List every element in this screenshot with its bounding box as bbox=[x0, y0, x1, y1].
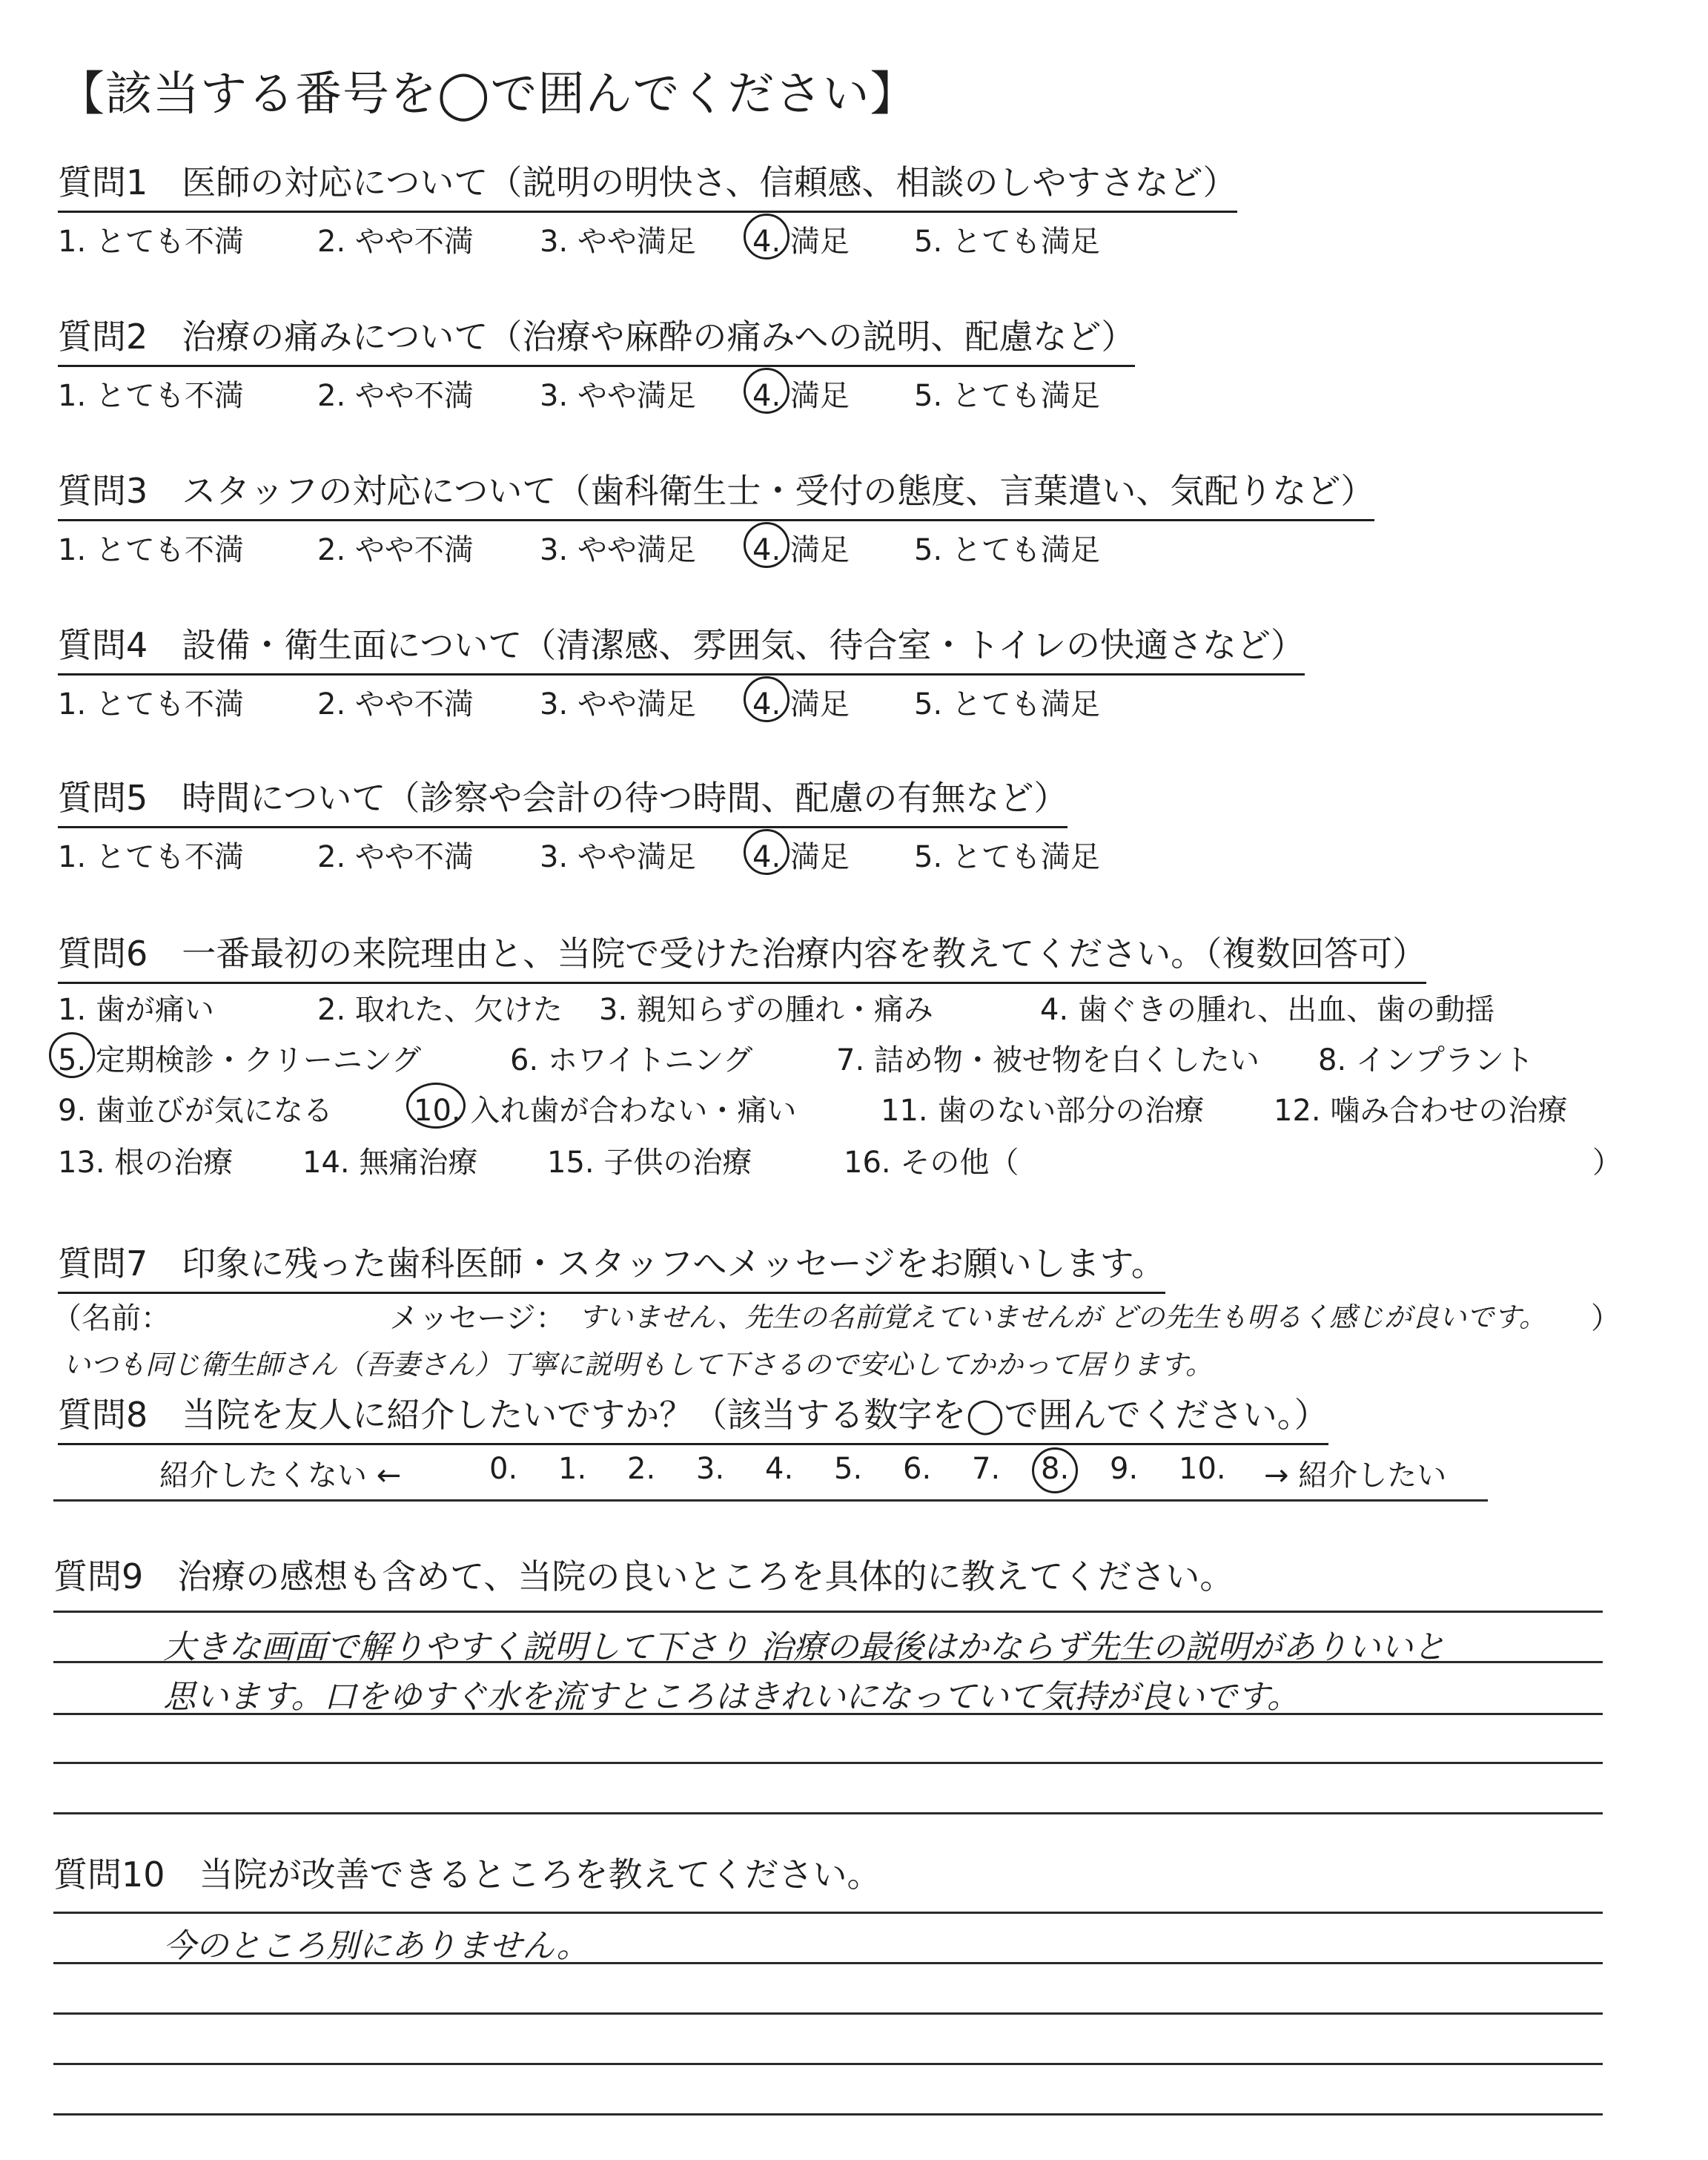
q6-option-16[interactable]: 16. その他（ bbox=[844, 1146, 1019, 1180]
q10-rule-3 bbox=[53, 2012, 1603, 2015]
q1-title: 質問1 医師の対応について（説明の明快さ、信頼感、相談のしやすさなど） bbox=[58, 156, 1237, 213]
q4-title: 質問4 設備・衛生面について（清潔感、雰囲気、待合室・トイレの快適さなど） bbox=[58, 618, 1305, 676]
q6-option-12[interactable]: 12. 噛み合わせの治療 bbox=[1274, 1094, 1568, 1128]
q6-row-3 bbox=[58, 1087, 1622, 1132]
q8-number-3[interactable]: 3. bbox=[696, 1452, 725, 1486]
q10-rule-1 bbox=[53, 1912, 1603, 1914]
q6-option-13[interactable]: 13. 根の治療 bbox=[58, 1146, 234, 1180]
q7-message-text-2: いつも同じ衛生師さん（吾妻さん）丁寧に説明もして下さるので安心してかかって居ります。 bbox=[63, 1349, 1214, 1381]
q8-number-1[interactable]: 1. bbox=[558, 1452, 587, 1486]
q8-number-8[interactable]: 8. bbox=[1041, 1452, 1070, 1486]
q5-option-5[interactable]: 5. とても満足 bbox=[914, 840, 1100, 874]
q3-option-1[interactable]: 1. とても不満 bbox=[58, 533, 244, 567]
q6-row-2 bbox=[58, 1037, 1622, 1081]
q1-option-3[interactable]: 3. やや満足 bbox=[540, 225, 696, 259]
q3-option-5[interactable]: 5. とても満足 bbox=[914, 533, 1100, 567]
q8-number-9[interactable]: 9. bbox=[1110, 1452, 1139, 1486]
q5-selected-circle bbox=[744, 829, 790, 875]
q8-scale bbox=[159, 1452, 1494, 1496]
q7-name-label: （名前： bbox=[52, 1301, 171, 1335]
q1-selected-circle bbox=[744, 214, 790, 260]
q8-selected-circle bbox=[1032, 1447, 1078, 1493]
q6-option-3[interactable]: 3. 親知らずの腫れ・痛み bbox=[599, 993, 933, 1027]
q9-rule-5 bbox=[53, 1812, 1603, 1814]
q6-option-9[interactable]: 9. 歯並びが気になる bbox=[58, 1094, 333, 1128]
q5-title: 質問5 時間について（診察や会計の待つ時間、配慮の有無など） bbox=[58, 771, 1068, 828]
q9-rule-2 bbox=[53, 1661, 1603, 1663]
q10-answer-text-1: 今のところ別にありません。 bbox=[163, 1927, 589, 1965]
q6-selected-circle-10 bbox=[406, 1083, 466, 1129]
q9-answer-text-1: 大きな画面で解りやすく説明して下さり 治療の最後はかならず先生の説明がありいいと bbox=[163, 1628, 1446, 1666]
q6-other-close-paren: ） bbox=[1592, 1146, 1622, 1180]
q6-option-6[interactable]: 6. ホワイトニング bbox=[510, 1043, 753, 1077]
q8-number-7[interactable]: 7. bbox=[972, 1452, 1001, 1486]
q8-number-4[interactable]: 4. bbox=[765, 1452, 794, 1486]
q2-option-5[interactable]: 5. とても満足 bbox=[914, 379, 1100, 413]
q9-answer-text-2: 思います。口をゆすぐ水を流すところはきれいになっていて気持が良いです。 bbox=[163, 1678, 1300, 1716]
q8-number-2[interactable]: 2. bbox=[627, 1452, 656, 1486]
q6-row-4 bbox=[58, 1139, 1622, 1183]
q6-option-4[interactable]: 4. 歯ぐきの腫れ、出血、歯の動揺 bbox=[1040, 993, 1495, 1027]
q5-options bbox=[58, 833, 1615, 878]
q5-option-2[interactable]: 2. やや不満 bbox=[317, 840, 474, 874]
q7-message-label: メッセージ： bbox=[389, 1301, 566, 1335]
q6-option-1[interactable]: 1. 歯が痛い bbox=[58, 993, 214, 1027]
q1-options bbox=[58, 218, 1615, 262]
q10-rule-2 bbox=[53, 1962, 1603, 1964]
q8-number-5[interactable]: 5. bbox=[834, 1452, 863, 1486]
q8-title: 質問8 当院を友人に紹介したいですか？（該当する数字を◯で囲んでください。） bbox=[58, 1388, 1328, 1445]
q7-answer-line-1 bbox=[52, 1295, 1631, 1339]
q4-option-2[interactable]: 2. やや不満 bbox=[317, 687, 474, 721]
q8-underline bbox=[53, 1499, 1488, 1502]
q10-rule-5 bbox=[53, 2113, 1603, 2116]
q2-selected-circle bbox=[744, 368, 790, 414]
q3-options bbox=[58, 526, 1615, 571]
q2-option-2[interactable]: 2. やや不満 bbox=[317, 379, 474, 413]
q2-option-4[interactable]: 4. 満足 bbox=[752, 379, 850, 413]
q4-option-4[interactable]: 4. 満足 bbox=[752, 687, 850, 721]
q4-selected-circle bbox=[744, 676, 790, 722]
q7-title: 質問7 印象に残った歯科医師・スタッフへメッセージをお願いします。 bbox=[58, 1237, 1165, 1294]
q3-selected-circle bbox=[744, 522, 790, 568]
page-title: 【該当する番号を◯で囲んでください】 bbox=[58, 67, 918, 121]
q6-option-15[interactable]: 15. 子供の治療 bbox=[547, 1146, 752, 1180]
q7-close-paren: ） bbox=[1591, 1301, 1621, 1335]
q1-option-2[interactable]: 2. やや不満 bbox=[317, 225, 474, 259]
q6-option-8[interactable]: 8. インプラント bbox=[1318, 1043, 1534, 1077]
q6-option-14[interactable]: 14. 無痛治療 bbox=[302, 1146, 478, 1180]
q5-option-1[interactable]: 1. とても不満 bbox=[58, 840, 244, 874]
q4-option-3[interactable]: 3. やや満足 bbox=[540, 687, 696, 721]
q6-option-11[interactable]: 11. 歯のない部分の治療 bbox=[881, 1094, 1205, 1128]
q3-option-4[interactable]: 4. 満足 bbox=[752, 533, 850, 567]
q4-options bbox=[58, 681, 1615, 725]
q7-message-text-1: すいません、先生の名前覚えていませんが どの先生も明るく感じが良いです。 bbox=[578, 1301, 1547, 1333]
q3-option-2[interactable]: 2. やや不満 bbox=[317, 533, 474, 567]
q10-title: 質問10 当院が改善できるところを教えてください。 bbox=[53, 1855, 881, 1895]
q1-option-5[interactable]: 5. とても満足 bbox=[914, 225, 1100, 259]
q9-rule-1 bbox=[53, 1611, 1603, 1613]
q6-option-5[interactable]: 5. 定期検診・クリーニング bbox=[58, 1043, 422, 1077]
q3-option-3[interactable]: 3. やや満足 bbox=[540, 533, 696, 567]
q9-rule-4 bbox=[53, 1762, 1603, 1764]
q8-number-6[interactable]: 6. bbox=[903, 1452, 932, 1486]
q8-left-label: 紹介したくない ← bbox=[159, 1459, 402, 1493]
q4-option-5[interactable]: 5. とても満足 bbox=[914, 687, 1100, 721]
q9-rule-3 bbox=[53, 1713, 1603, 1715]
q5-option-4[interactable]: 4. 満足 bbox=[752, 840, 850, 874]
q8-number-0[interactable]: 0. bbox=[489, 1452, 518, 1486]
q2-option-1[interactable]: 1. とても不満 bbox=[58, 379, 244, 413]
q1-option-4[interactable]: 4. 満足 bbox=[752, 225, 850, 259]
q3-title: 質問3 スタッフの対応について（歯科衛生士・受付の態度、言葉遣い、気配りなど） bbox=[58, 464, 1374, 521]
q6-title: 質問6 一番最初の来院理由と、当院で受けた治療内容を教えてください。（複数回答可） bbox=[58, 927, 1426, 984]
q10-rule-4 bbox=[53, 2063, 1603, 2065]
q8-right-label: → 紹介したい bbox=[1264, 1459, 1447, 1493]
q6-row-1 bbox=[58, 986, 1622, 1031]
q2-option-3[interactable]: 3. やや満足 bbox=[540, 379, 696, 413]
q6-option-2[interactable]: 2. 取れた、欠けた bbox=[317, 993, 563, 1027]
q2-options bbox=[58, 372, 1615, 417]
q6-selected-circle-5 bbox=[49, 1032, 95, 1078]
q6-option-7[interactable]: 7. 詰め物・被せ物を白くしたい bbox=[836, 1043, 1260, 1077]
q9-title: 質問9 治療の感想も含めて、当院の良いところを具体的に教えてください。 bbox=[53, 1556, 1234, 1596]
q8-number-10[interactable]: 10. bbox=[1179, 1452, 1226, 1486]
q1-option-1[interactable]: 1. とても不満 bbox=[58, 225, 244, 259]
q4-option-1[interactable]: 1. とても不満 bbox=[58, 687, 244, 721]
q6-option-10[interactable]: 10. 入れ歯が合わない・痛い bbox=[414, 1094, 797, 1128]
q5-option-3[interactable]: 3. やや満足 bbox=[540, 840, 696, 874]
q2-title: 質問2 治療の痛みについて（治療や麻酔の痛みへの説明、配慮など） bbox=[58, 310, 1135, 367]
